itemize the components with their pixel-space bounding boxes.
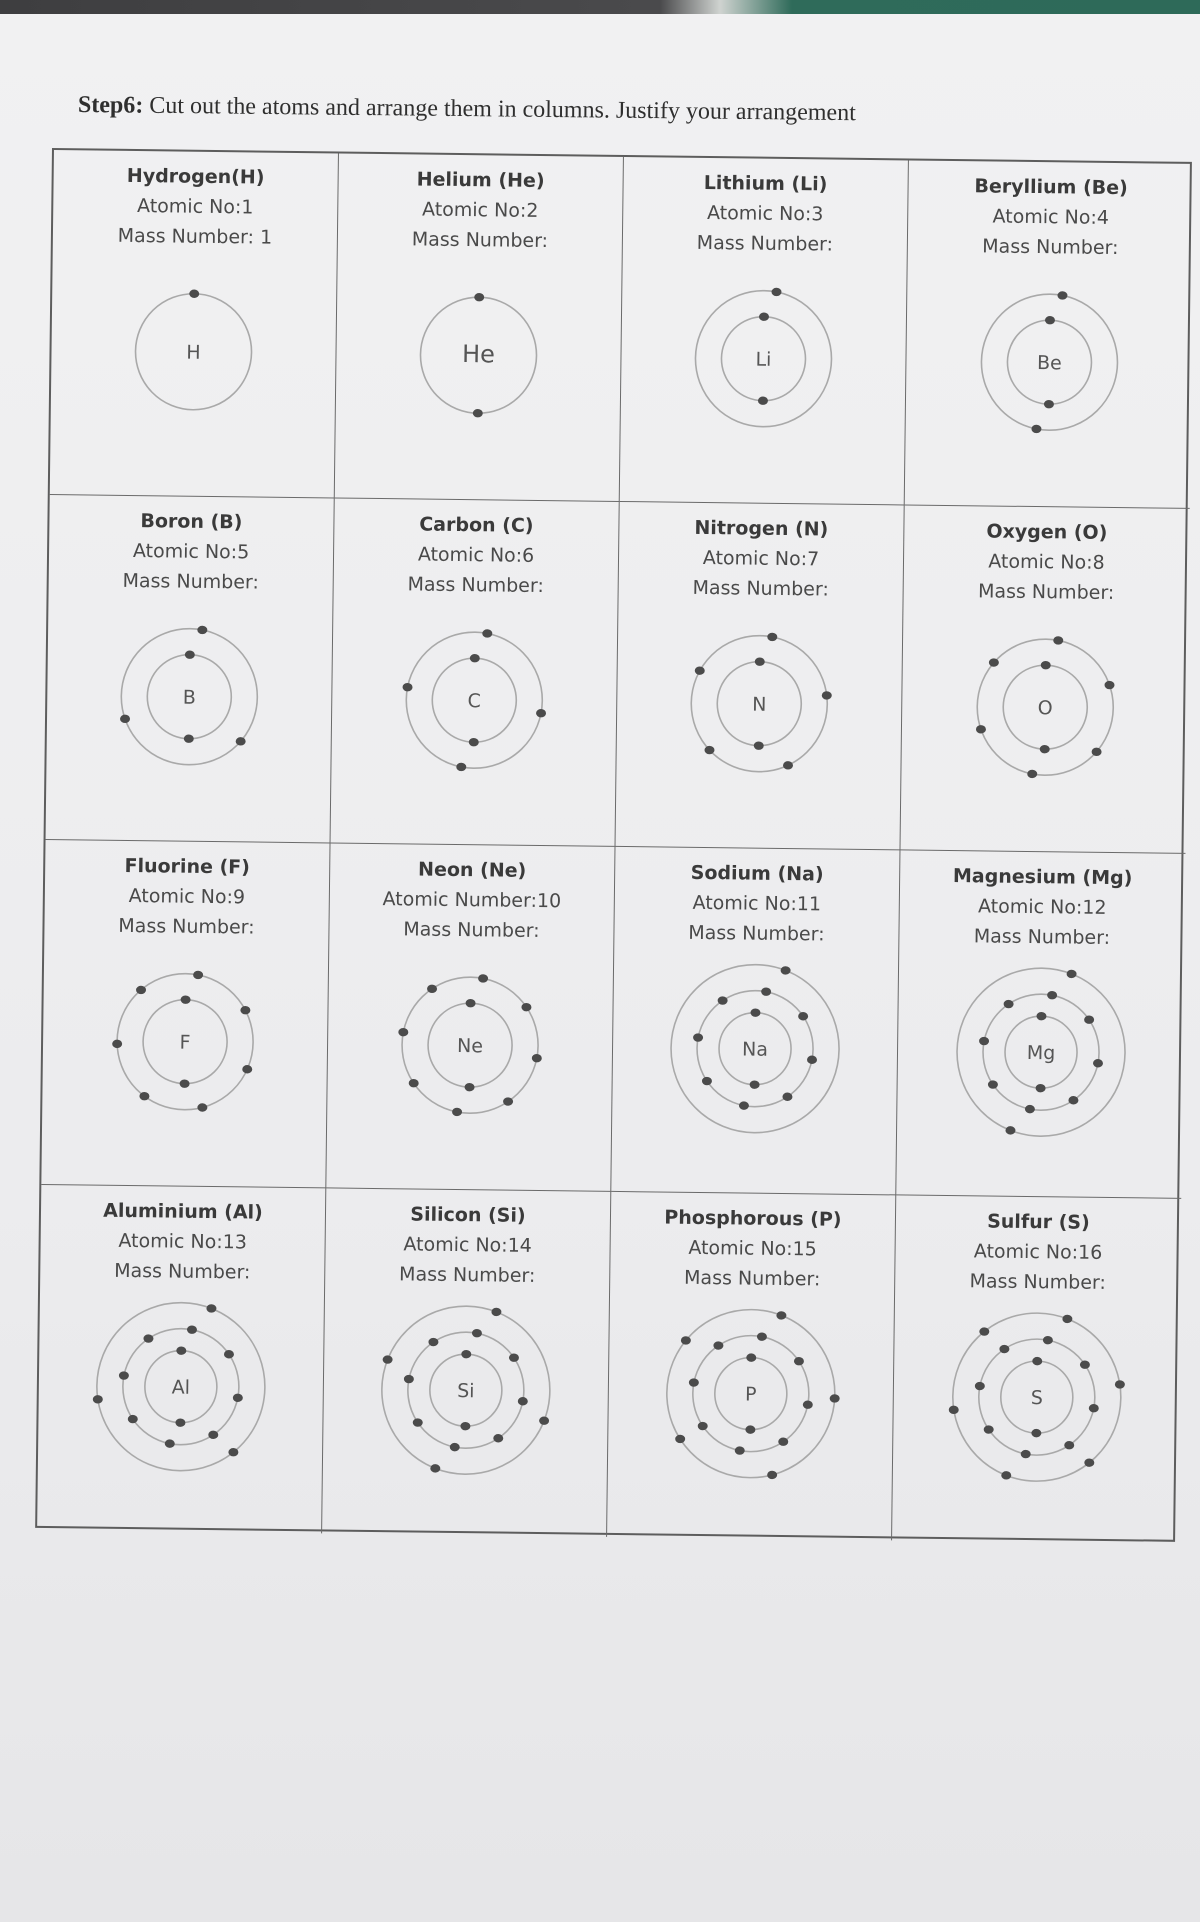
electron-dot <box>165 1439 175 1448</box>
atom-card <box>607 1192 896 1540</box>
electron-dot <box>197 1103 207 1112</box>
electron-dot <box>193 971 203 980</box>
electron-dot <box>460 1422 470 1431</box>
atom-card <box>331 498 620 846</box>
nucleus-symbol: Li <box>755 348 772 371</box>
atomic-number: Atomic No:4 <box>992 205 1110 229</box>
electron-dot <box>176 1346 186 1355</box>
electron-dot <box>185 650 195 659</box>
mass-number: Mass Number: <box>114 1259 251 1284</box>
electron-dot <box>975 725 985 734</box>
electron-dot <box>536 709 546 718</box>
electron-dot <box>450 1443 460 1452</box>
electron-dot <box>482 629 492 638</box>
electron-dot <box>521 1003 531 1012</box>
atom-name: Silicon (Si) <box>410 1203 526 1227</box>
electron-dot <box>1104 681 1114 690</box>
bohr-diagram <box>934 946 1147 1159</box>
nucleus-symbol: He <box>461 340 496 369</box>
electron-dot <box>761 987 771 996</box>
bohr-diagram <box>657 252 870 465</box>
electron-dot <box>456 763 466 772</box>
electron-dot <box>1044 316 1054 325</box>
nucleus-symbol: C <box>467 690 482 713</box>
electron-dot <box>539 1416 549 1425</box>
electron-dot <box>767 633 777 642</box>
atoms-table <box>35 148 1192 1542</box>
electron-dot <box>745 1425 755 1434</box>
nucleus-symbol: Na <box>741 1038 769 1061</box>
electron-dot <box>1005 1126 1015 1135</box>
electron-dot <box>1042 1336 1052 1345</box>
electron-dot <box>803 1400 813 1409</box>
electron-dot <box>1079 1360 1089 1369</box>
mass-number: Mass Number: <box>122 569 259 594</box>
electron-dot <box>754 741 764 750</box>
electron-dot <box>807 1055 817 1064</box>
electron-dot <box>509 1353 519 1362</box>
atomic-number: Atomic No:1 <box>136 195 254 219</box>
electron-dot <box>404 1375 414 1384</box>
electron-dot <box>469 738 479 747</box>
atom-info <box>44 850 329 943</box>
nucleus-symbol: P <box>744 1383 757 1406</box>
mass-number: Mass Number: <box>407 573 544 598</box>
electron-dot <box>473 409 483 418</box>
atom-info <box>895 1205 1181 1298</box>
electron-dot <box>1062 1315 1072 1324</box>
atom-info <box>618 512 903 605</box>
electron-dot <box>983 1425 993 1434</box>
electron-dot <box>1031 425 1041 434</box>
electron-dot <box>240 1006 250 1015</box>
atomic-number: Atomic No:15 <box>688 1236 817 1261</box>
nucleus-symbol: B <box>182 686 196 709</box>
atom-card <box>620 157 909 505</box>
electron-dot <box>472 1329 482 1338</box>
electron-dot <box>695 666 705 675</box>
electron-dot <box>184 734 194 743</box>
electron-dot <box>518 1397 528 1406</box>
atom-card <box>326 843 615 1191</box>
mass-number: Mass Number: <box>696 231 834 256</box>
electron-dot <box>112 1040 122 1049</box>
electron-dot <box>1043 400 1053 409</box>
atom-card <box>611 847 900 1195</box>
mass-number: Mass Number: <box>398 1263 536 1287</box>
nucleus-symbol: Si <box>457 1380 475 1403</box>
electron-dot <box>1047 991 1057 1000</box>
electron-dot <box>758 396 768 405</box>
electron-dot <box>189 289 199 298</box>
nucleus-symbol: N <box>752 693 767 716</box>
electron-dot <box>987 1080 997 1089</box>
atom-card <box>41 840 330 1188</box>
atom-info <box>53 160 338 253</box>
atom-info <box>903 515 1189 608</box>
electron-dot <box>466 999 476 1008</box>
atomic-number: Atomic No:5 <box>132 540 250 564</box>
mass-number: Mass Number: <box>118 914 255 939</box>
electron-dot <box>181 995 191 1004</box>
bohr-diagram <box>372 249 585 462</box>
bohr-diagram <box>653 597 866 810</box>
electron-dot <box>206 1304 216 1313</box>
atom-card <box>37 1185 326 1533</box>
atom-name: Nitrogen (N) <box>694 516 829 541</box>
electron-dot <box>1057 291 1067 300</box>
electron-dot <box>1035 1084 1045 1093</box>
electron-dot <box>689 1378 699 1387</box>
electron-dot <box>532 1054 542 1063</box>
atom-info <box>908 170 1194 263</box>
mass-number: Mass Number: <box>982 235 1119 260</box>
atomic-number: Atomic No:3 <box>706 202 824 226</box>
bohr-diagram <box>360 1284 573 1497</box>
electron-dot <box>1001 1471 1011 1480</box>
electron-dot <box>409 1079 419 1088</box>
atom-info <box>49 505 334 598</box>
electron-dot <box>698 1422 708 1431</box>
bohr-diagram <box>645 1287 858 1500</box>
electron-dot <box>383 1355 393 1364</box>
electron-dot <box>979 1037 989 1046</box>
atom-info <box>610 1202 895 1295</box>
atom-card <box>900 505 1189 853</box>
electron-dot <box>776 1311 786 1320</box>
electron-dot <box>771 288 781 297</box>
atom-card <box>896 850 1185 1198</box>
electron-dot <box>948 1406 958 1415</box>
atom-info <box>614 857 899 950</box>
electron-dot <box>750 1008 760 1017</box>
atom-name: Lithium (Li) <box>703 171 828 196</box>
atom-info <box>623 167 908 260</box>
electron-dot <box>470 654 480 663</box>
step-label: Step6: <box>77 92 144 119</box>
electron-dot <box>413 1418 423 1427</box>
nucleus-symbol: Ne <box>456 1035 484 1058</box>
electron-dot <box>128 1415 138 1424</box>
electron-dot <box>1088 1404 1098 1413</box>
electron-dot <box>1024 1105 1034 1114</box>
atom-card <box>616 502 905 850</box>
atomic-number: Atomic No:8 <box>988 550 1105 574</box>
nucleus-symbol: Al <box>171 1376 191 1399</box>
atom-name: Oxygen (O) <box>986 520 1108 544</box>
atom-card <box>892 1195 1181 1543</box>
electron-dot <box>750 1080 760 1089</box>
atom-card <box>905 160 1194 508</box>
electron-dot <box>1036 1012 1046 1021</box>
electron-dot <box>491 1308 501 1317</box>
atom-info <box>40 1195 325 1288</box>
atomic-number: Atomic No:12 <box>977 895 1107 919</box>
atom-info <box>899 860 1185 953</box>
atom-name: Boron (B) <box>140 510 243 534</box>
nucleus-symbol: Be <box>1036 352 1062 375</box>
bohr-diagram <box>87 245 300 458</box>
bohr-diagram <box>79 935 292 1148</box>
electron-dot <box>402 683 412 692</box>
atomic-number: Atomic No:9 <box>128 884 246 909</box>
bohr-diagram <box>943 256 1156 469</box>
electron-dot <box>781 966 791 975</box>
atom-info <box>338 164 623 257</box>
nucleus-symbol: H <box>186 341 201 364</box>
atomic-number: Atomic No:11 <box>692 891 822 916</box>
electron-dot <box>1084 1015 1094 1024</box>
electron-dot <box>1114 1380 1124 1389</box>
electron-dot <box>746 1353 756 1362</box>
atom-name: Neon (Ne) <box>417 858 527 882</box>
atomic-number: Atomic No:16 <box>973 1240 1103 1264</box>
electron-dot <box>783 761 793 770</box>
atom-info <box>325 1198 610 1291</box>
bohr-diagram <box>75 1280 288 1493</box>
atom-card <box>50 150 339 498</box>
atomic-number: Atomic No:7 <box>702 546 820 571</box>
atom-name: Magnesium (Mg) <box>952 865 1133 890</box>
electron-dot <box>759 312 769 321</box>
mass-number: Mass Number: <box>973 925 1111 949</box>
atom-name: Helium (He) <box>416 168 545 193</box>
electron-dot <box>693 1033 703 1042</box>
electron-dot <box>702 1077 712 1086</box>
electron-dot <box>735 1446 745 1455</box>
atom-name: Aluminium (Al) <box>103 1199 263 1224</box>
electron-dot <box>798 1012 808 1021</box>
nucleus-symbol: Mg <box>1026 1041 1055 1065</box>
electron-dot <box>119 1371 129 1380</box>
electron-dot <box>452 1108 462 1117</box>
electron-dot <box>830 1394 840 1403</box>
photo-edge <box>0 0 1200 14</box>
electron-dot <box>430 1464 440 1473</box>
bohr-diagram <box>368 594 581 807</box>
atom-name: Phosphorous (P) <box>664 1206 842 1231</box>
electron-dot <box>675 1435 685 1444</box>
electron-dot <box>767 1471 777 1480</box>
atomic-number: Atomic Number:10 <box>382 888 562 913</box>
electron-dot <box>1039 745 1049 754</box>
nucleus-symbol: F <box>179 1031 191 1054</box>
nucleus-symbol: S <box>1030 1387 1043 1410</box>
nucleus-symbol: O <box>1037 697 1053 720</box>
atom-name: Fluorine (F) <box>124 854 251 879</box>
electron-dot <box>187 1325 197 1334</box>
bohr-diagram <box>930 1291 1143 1504</box>
atom-info <box>334 508 619 601</box>
mass-number: Mass Number: <box>692 576 829 601</box>
electron-dot <box>233 1394 243 1403</box>
mass-number: Mass Number: <box>688 921 825 946</box>
mass-number: Mass Number: <box>403 918 540 943</box>
atom-name: Beryllium (Be) <box>974 175 1128 200</box>
bohr-diagram <box>83 590 296 803</box>
mass-number: Mass Number: 1 <box>117 224 273 249</box>
atom-card <box>322 1188 611 1536</box>
electron-dot <box>1053 636 1063 645</box>
electron-dot <box>93 1395 103 1404</box>
electron-dot <box>739 1101 749 1110</box>
electron-dot <box>1031 1429 1041 1438</box>
electron-dot <box>478 974 488 983</box>
electron-dot <box>755 657 765 666</box>
atomic-number: Atomic No:13 <box>118 1229 247 1254</box>
electron-dot <box>120 715 130 724</box>
atomic-number: Atomic No:2 <box>421 198 539 222</box>
electron-dot <box>1027 770 1037 779</box>
atom-name: Sodium (Na) <box>690 861 824 886</box>
atom-name: Sulfur (S) <box>987 1210 1090 1234</box>
atom-name: Carbon (C) <box>419 513 534 537</box>
electron-dot <box>197 626 207 635</box>
atom-info <box>329 853 614 946</box>
step-instruction: Cut out the atoms and arrange them in columns. Justify your arrangement <box>143 92 856 127</box>
electron-dot <box>224 1350 234 1359</box>
mass-number: Mass Number: <box>683 1266 821 1291</box>
electron-dot <box>398 1028 408 1037</box>
atom-card <box>335 154 624 502</box>
electron-dot <box>1032 1357 1042 1366</box>
electron-dot <box>794 1357 804 1366</box>
mass-number: Mass Number: <box>969 1270 1106 1294</box>
electron-dot <box>175 1418 185 1427</box>
electron-dot <box>1092 1059 1102 1068</box>
electron-dot <box>242 1065 252 1074</box>
atom-name: Hydrogen(H) <box>126 164 265 189</box>
electron-dot <box>1020 1450 1030 1459</box>
bohr-diagram <box>364 939 577 1152</box>
electron-dot <box>465 1083 475 1092</box>
electron-dot <box>461 1350 471 1359</box>
electron-dot <box>1040 661 1050 670</box>
mass-number: Mass Number: <box>977 580 1115 605</box>
electron-dot <box>1066 970 1076 979</box>
electron-dot <box>757 1332 767 1341</box>
atomic-number: Atomic No:14 <box>403 1233 532 1257</box>
bohr-diagram <box>938 601 1151 814</box>
electron-dot <box>974 1382 984 1391</box>
mass-number: Mass Number: <box>411 228 549 253</box>
bohr-diagram <box>649 942 862 1155</box>
atomic-number: Atomic No:6 <box>417 543 535 567</box>
electron-dot <box>474 293 484 302</box>
electron-dot <box>180 1079 190 1088</box>
atom-card <box>46 495 335 843</box>
electron-dot <box>822 691 832 700</box>
